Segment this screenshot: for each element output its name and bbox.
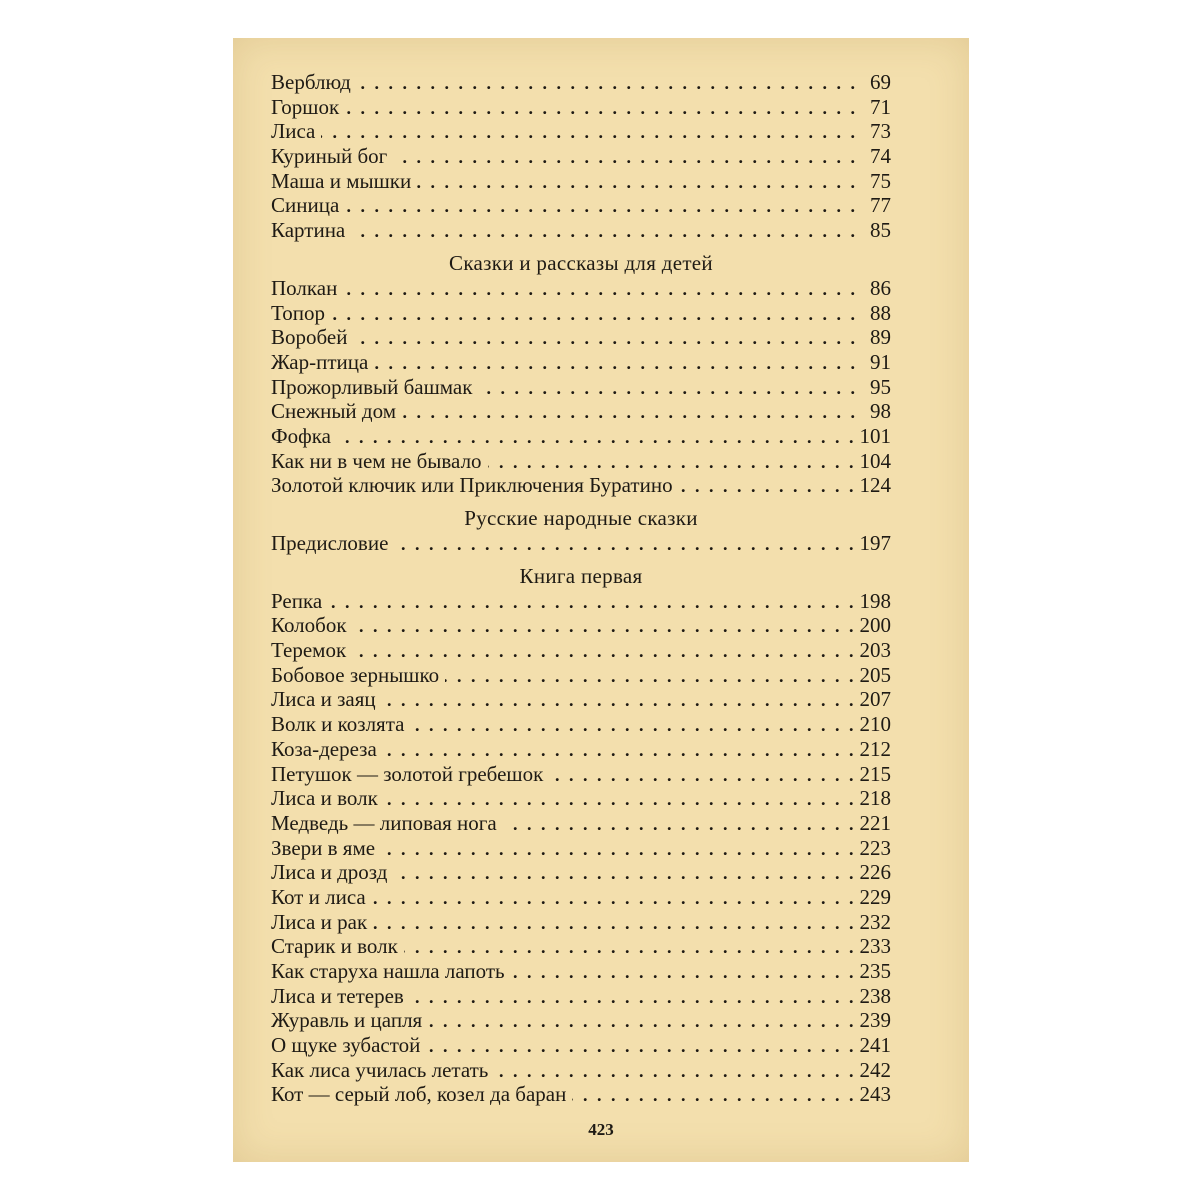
dot-leader — [679, 474, 854, 499]
entry-page-number: 241 — [859, 1033, 891, 1058]
dot-leader — [343, 277, 855, 302]
entry-page-number: 205 — [859, 662, 891, 687]
dot-leader — [353, 326, 855, 351]
entry-page-number: 210 — [859, 712, 891, 737]
toc-entry — [271, 169, 891, 194]
entry-page-number: 229 — [859, 884, 891, 909]
entry-title: Как ни в чем не бывало — [271, 448, 482, 473]
entry-page-number: 75 — [870, 168, 891, 193]
entry-page-number: 232 — [859, 909, 891, 934]
dot-leader — [503, 812, 854, 837]
toc-entry — [271, 1008, 891, 1033]
entry-page-number: 98 — [870, 399, 891, 424]
entry-page-number: 91 — [870, 349, 891, 374]
entry-title: Теремок — [271, 638, 347, 663]
entry-title: Медведь — липовая нога — [271, 810, 497, 835]
dot-leader — [382, 688, 854, 713]
entry-page-number: 104 — [859, 448, 891, 473]
entry-title: Предисловие — [271, 531, 389, 555]
toc-entry — [271, 885, 891, 910]
entry-page-number: 203 — [859, 638, 891, 663]
dot-leader — [372, 886, 854, 911]
toc-entry — [271, 1058, 891, 1083]
entry-title: Прожорливый башмак — [271, 374, 473, 399]
dot-leader — [393, 145, 855, 170]
dot-leader — [351, 219, 855, 244]
entry-title: Кот — серый лоб, козел да баран — [271, 1082, 567, 1107]
entry-page-number: 86 — [870, 275, 891, 300]
dot-leader — [549, 763, 853, 788]
dot-leader — [337, 425, 854, 450]
dot-leader — [511, 960, 854, 985]
section-heading: Книга первая — [519, 563, 643, 588]
dot-leader — [331, 302, 855, 327]
toc-entry — [271, 193, 891, 218]
toc-group-2 — [271, 276, 891, 498]
dot-leader — [328, 590, 853, 615]
toc-entry — [271, 984, 891, 1009]
entry-title: Старик и волк — [271, 934, 398, 959]
toc-entry — [271, 663, 891, 688]
entry-page-number: 73 — [870, 119, 891, 144]
dot-leader — [404, 935, 854, 960]
toc-entry — [271, 762, 891, 787]
toc-group-4 — [271, 589, 891, 1107]
dot-leader — [373, 911, 853, 936]
entry-title: Снежный дом — [271, 399, 396, 424]
entry-page-number: 69 — [870, 70, 891, 94]
section-heading: Русские народные сказки — [464, 506, 698, 530]
toc-entry — [271, 860, 891, 885]
section-heading: Сказки и рассказы для детей — [449, 250, 713, 275]
dot-leader — [345, 194, 855, 219]
entry-page-number: 197 — [859, 531, 891, 555]
entry-page-number: 233 — [859, 934, 891, 959]
entry-page-number: 226 — [859, 860, 891, 885]
dot-leader — [488, 450, 854, 475]
entry-title: Звери в яме — [271, 835, 376, 860]
toc-entry — [271, 350, 891, 375]
entry-title: Синица — [271, 193, 340, 218]
entry-title: Золотой ключик или Приключения Буратино — [271, 473, 673, 498]
entry-title: Кот и лиса — [271, 884, 366, 909]
entry-title: Картина — [271, 218, 346, 243]
entry-page-number: 215 — [859, 761, 891, 786]
entry-title: Бобовое зернышко — [271, 662, 440, 687]
toc-entry — [271, 910, 891, 935]
entry-page-number: 221 — [859, 810, 891, 835]
toc-entry — [271, 1033, 891, 1058]
dot-leader — [445, 664, 853, 689]
dot-leader — [402, 400, 855, 425]
toc-entry — [271, 325, 891, 350]
dot-leader — [478, 376, 855, 401]
toc-group-3 — [271, 531, 891, 556]
entry-page-number: 101 — [859, 423, 891, 448]
toc-entry — [271, 399, 891, 424]
dot-leader — [410, 713, 853, 738]
table-of-contents — [271, 70, 891, 1107]
dot-leader — [394, 532, 853, 557]
entry-title: Журавль и цапля — [271, 1008, 423, 1033]
entry-title: Как старуха нашла лапоть — [271, 959, 505, 983]
dot-leader — [428, 1009, 853, 1034]
toc-entry — [271, 375, 891, 400]
entry-page-number: 198 — [859, 588, 891, 613]
dot-leader — [321, 120, 855, 145]
entry-page-number: 235 — [859, 959, 891, 983]
dot-leader — [374, 351, 855, 376]
entry-title: Верблюд — [271, 70, 351, 94]
entry-page-number: 95 — [870, 374, 891, 399]
entry-page-number: 207 — [859, 687, 891, 712]
entry-page-number: 74 — [870, 144, 891, 169]
entry-title: Лиса — [271, 119, 316, 144]
entry-page-number: 239 — [859, 1008, 891, 1033]
toc-entry — [271, 959, 891, 984]
toc-entry — [271, 473, 891, 498]
toc-entry — [271, 301, 891, 326]
entry-page-number: 88 — [870, 300, 891, 325]
entry-page-number: 71 — [870, 94, 891, 119]
page-number: 423 — [588, 1120, 614, 1139]
dot-leader — [494, 1059, 853, 1084]
entry-page-number: 212 — [859, 736, 891, 761]
entry-title: Колобок — [271, 613, 347, 638]
toc-entry — [271, 687, 891, 712]
dot-leader — [352, 639, 853, 664]
entry-page-number: 218 — [859, 786, 891, 811]
entry-page-number: 243 — [859, 1082, 891, 1107]
dot-leader — [410, 985, 854, 1010]
entry-title: Лиса и рак — [271, 909, 368, 934]
entry-page-number: 124 — [859, 473, 891, 498]
entry-title: Петушок — золотой гребешок — [271, 761, 544, 786]
toc-entry — [271, 531, 891, 556]
dot-leader — [383, 738, 854, 763]
toc-entry — [271, 934, 891, 959]
entry-title: Как лиса училась летать — [271, 1057, 489, 1082]
dot-leader — [417, 170, 855, 195]
dot-leader — [384, 787, 854, 812]
entry-page-number: 200 — [859, 613, 891, 638]
dot-leader — [353, 614, 854, 639]
entry-title: Жар-птица — [271, 349, 369, 374]
toc-entry — [271, 836, 891, 861]
dot-leader — [572, 1083, 853, 1108]
dot-leader — [393, 861, 853, 886]
entry-title: Лиса и волк — [271, 786, 378, 811]
entry-title: Топор — [271, 300, 325, 325]
entry-page-number: 77 — [870, 193, 891, 218]
entry-title: Репка — [271, 588, 323, 613]
entry-title: Коза-дереза — [271, 736, 377, 761]
entry-title: Маша и мышки — [271, 168, 412, 193]
entry-title: Горшок — [271, 94, 340, 119]
toc-entry — [271, 218, 891, 243]
toc-entry — [271, 424, 891, 449]
entry-title: Куриный бог — [271, 144, 388, 169]
entry-title: О щуке зубастой — [271, 1033, 421, 1058]
entry-title: Полкан — [271, 275, 338, 300]
dot-leader — [357, 71, 855, 96]
toc-entry — [271, 811, 891, 836]
toc-entry — [271, 737, 891, 762]
toc-entry — [271, 144, 891, 169]
entry-title: Лиса и тетерев — [271, 983, 404, 1008]
toc-entry — [271, 712, 891, 737]
entry-title: Лиса и заяц — [271, 687, 376, 712]
entry-page-number: 238 — [859, 983, 891, 1008]
toc-entry — [271, 119, 891, 144]
entry-page-number: 242 — [859, 1057, 891, 1082]
toc-entry — [271, 638, 891, 663]
entry-page-number: 85 — [870, 218, 891, 243]
dot-leader — [345, 96, 855, 121]
entry-page-number: 223 — [859, 835, 891, 860]
entry-title: Фофка — [271, 423, 331, 448]
entry-title: Воробей — [271, 325, 348, 350]
book-page — [233, 38, 969, 1162]
entry-title: Лиса и дрозд — [271, 860, 388, 885]
toc-entry — [271, 449, 891, 474]
entry-page-number: 89 — [870, 325, 891, 350]
toc-entry — [271, 786, 891, 811]
toc-entry — [271, 589, 891, 614]
toc-entry — [271, 613, 891, 638]
toc-group-1 — [271, 70, 891, 243]
dot-leader — [381, 837, 853, 862]
toc-entry — [271, 276, 891, 301]
toc-entry — [271, 95, 891, 120]
toc-entry — [271, 1082, 891, 1107]
dot-leader — [426, 1034, 853, 1059]
entry-title: Волк и козлята — [271, 712, 405, 737]
toc-entry — [271, 70, 891, 95]
